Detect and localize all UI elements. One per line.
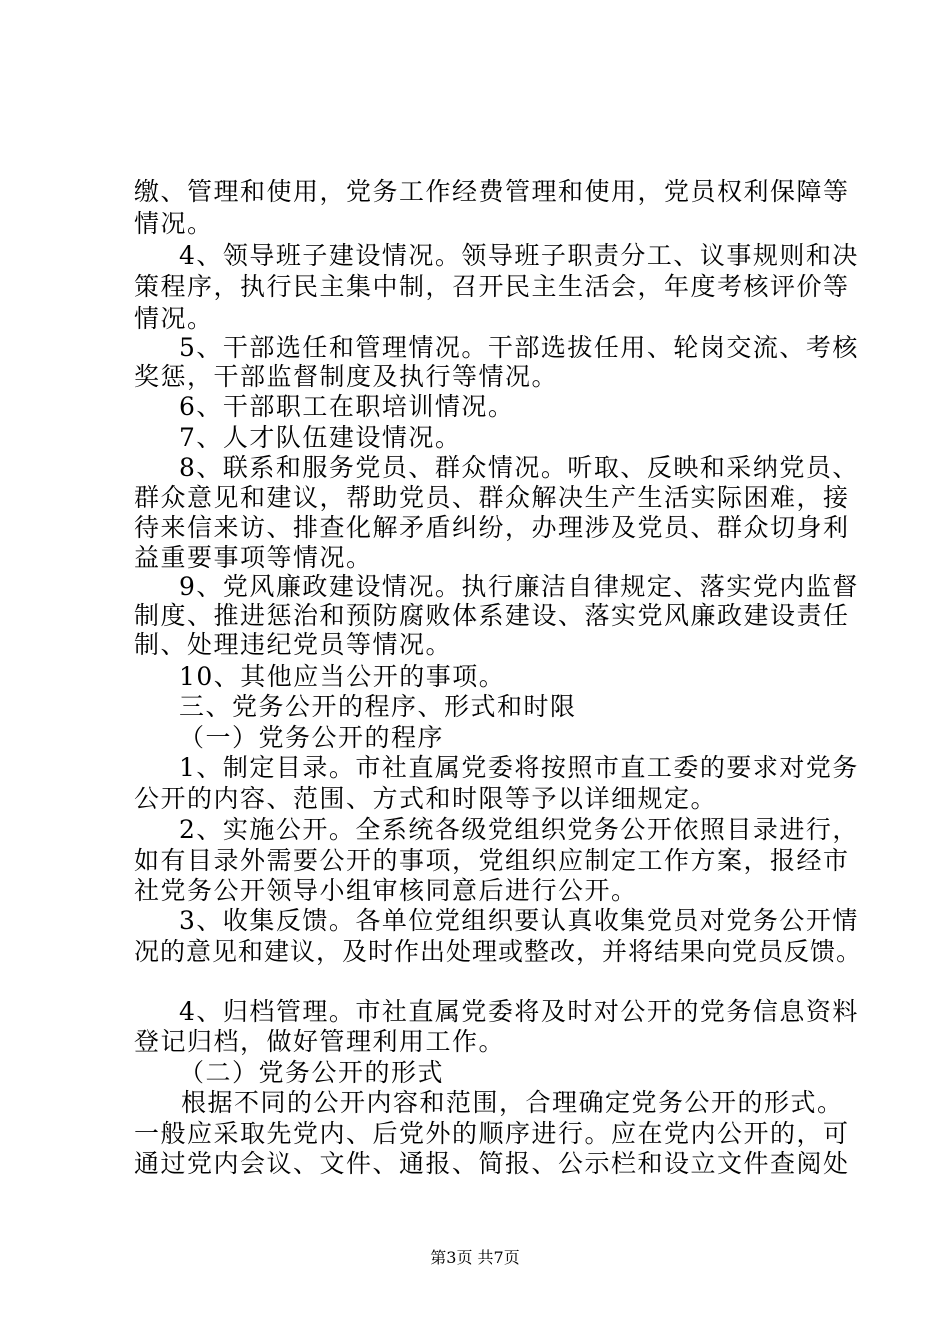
text-line: 通过党内会议、文件、通报、简报、公示栏和设立文件查阅处 [134, 1149, 850, 1178]
text-line: 2、实施公开。全系统各级党组织党务公开依照目录进行， [179, 815, 859, 844]
text-line: 情况。 [134, 304, 214, 333]
text-line: 如有目录外需要公开的事项，党组织应制定工作方案，报经市 [134, 846, 850, 875]
text-line: 登记归档，做好管理利用工作。 [134, 1027, 506, 1056]
text-line: 益重要事项等情况。 [134, 543, 373, 572]
text-line: 缴、管理和使用，党务工作经费管理和使用，党员权利保障等 [134, 177, 850, 206]
text-line: 根据不同的公开内容和范围，合理确定党务公开的形式。 [181, 1088, 844, 1117]
text-line: 社党务公开领导小组审核同意后进行公开。 [134, 876, 638, 905]
page-footer: 第3页 共7页 [430, 1248, 520, 1267]
text-line: 制、处理违纪党员等情况。 [134, 630, 453, 659]
text-line: 策程序，执行民主集中制，召开民主生活会，年度考核评价等 [134, 272, 850, 301]
text-line: 8、联系和服务党员、群众情况。听取、反映和采纳党员、 [179, 453, 859, 482]
text-line: 群众意见和建议，帮助党员、群众解决生产生活实际困难，接 [134, 483, 850, 512]
text-line: 4、归档管理。市社直属党委将及时对公开的党务信息资料 [179, 997, 859, 1026]
text-line: 5、干部选任和管理情况。干部选拔任用、轮岗交流、考核 [179, 333, 859, 362]
text-line: 10、其他应当公开的事项。 [179, 662, 506, 691]
subsection-heading: （一）党务公开的程序 [179, 723, 445, 752]
text-line: 4、领导班子建设情况。领导班子职责分工、议事规则和决 [179, 241, 859, 270]
text-line: 公开的内容、范围、方式和时限等予以详细规定。 [134, 784, 718, 813]
text-line: 6、干部职工在职培训情况。 [179, 392, 515, 421]
text-line: 3、收集反馈。各单位党组织要认真收集党员对党务公开情 [179, 906, 859, 935]
text-line: 奖惩，干部监督制度及执行等情况。 [134, 362, 559, 391]
text-line: 情况。 [134, 209, 214, 238]
text-line: 7、人才队伍建设情况。 [179, 423, 462, 452]
text-line: 1、制定目录。市社直属党委将按照市直工委的要求对党务 [179, 753, 859, 782]
text-line: 9、党风廉政建设情况。执行廉洁自律规定、落实党内监督 [179, 572, 859, 601]
text-line: 况的意见和建议，及时作出处理或整改，并将结果向党员反馈。 [134, 937, 863, 966]
subsection-heading: （二）党务公开的形式 [179, 1058, 445, 1087]
text-line: 待来信来访、排查化解矛盾纠纷，办理涉及党员、群众切身利 [134, 513, 850, 542]
section-heading: 三、党务公开的程序、形式和时限 [179, 692, 577, 721]
text-line: 制度、推进惩治和预防腐败体系建设、落实党风廉政建设责任 [134, 601, 850, 630]
text-line: 一般应采取先党内、后党外的顺序进行。应在党内公开的，可 [134, 1119, 850, 1148]
